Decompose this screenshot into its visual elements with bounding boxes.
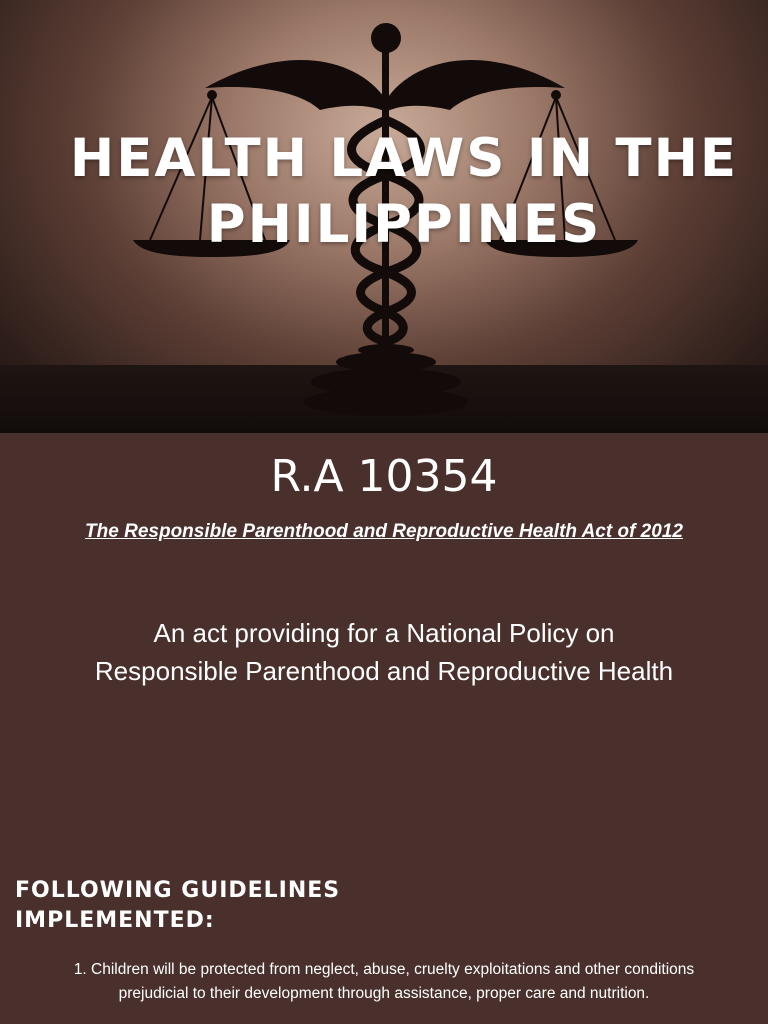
act-description-line-2: Responsible Parenthood and Reproductive Health: [94, 656, 674, 686]
hero-banner: [0, 0, 768, 433]
title-line-1: HEALTH LAWS IN THE: [69, 128, 739, 189]
guidelines-heading-line-1: FOLLOWING GUIDELINES: [15, 878, 341, 903]
page-title: [20, 126, 768, 258]
title-line-2: PHILIPPINES: [206, 194, 602, 255]
act-description: [0, 614, 768, 690]
act-description-line-1: An act providing for a National Policy on: [153, 618, 615, 648]
act-name: The Responsible Parenthood and Reproductive Health Act of 2012: [85, 521, 683, 542]
guideline-item: [0, 958, 768, 1006]
guideline-item-line-2: prejudicial to their development through assistance, proper care and nutrition.: [118, 985, 650, 1002]
guidelines-heading-line-2: IMPLEMENTED:: [15, 908, 215, 933]
guidelines-heading: [15, 876, 515, 936]
law-number: R.A 10354: [270, 451, 498, 502]
guideline-item-line-1: 1. Children will be protected from neglect, abuse, cruelty exploitations and other conditions: [73, 961, 695, 978]
